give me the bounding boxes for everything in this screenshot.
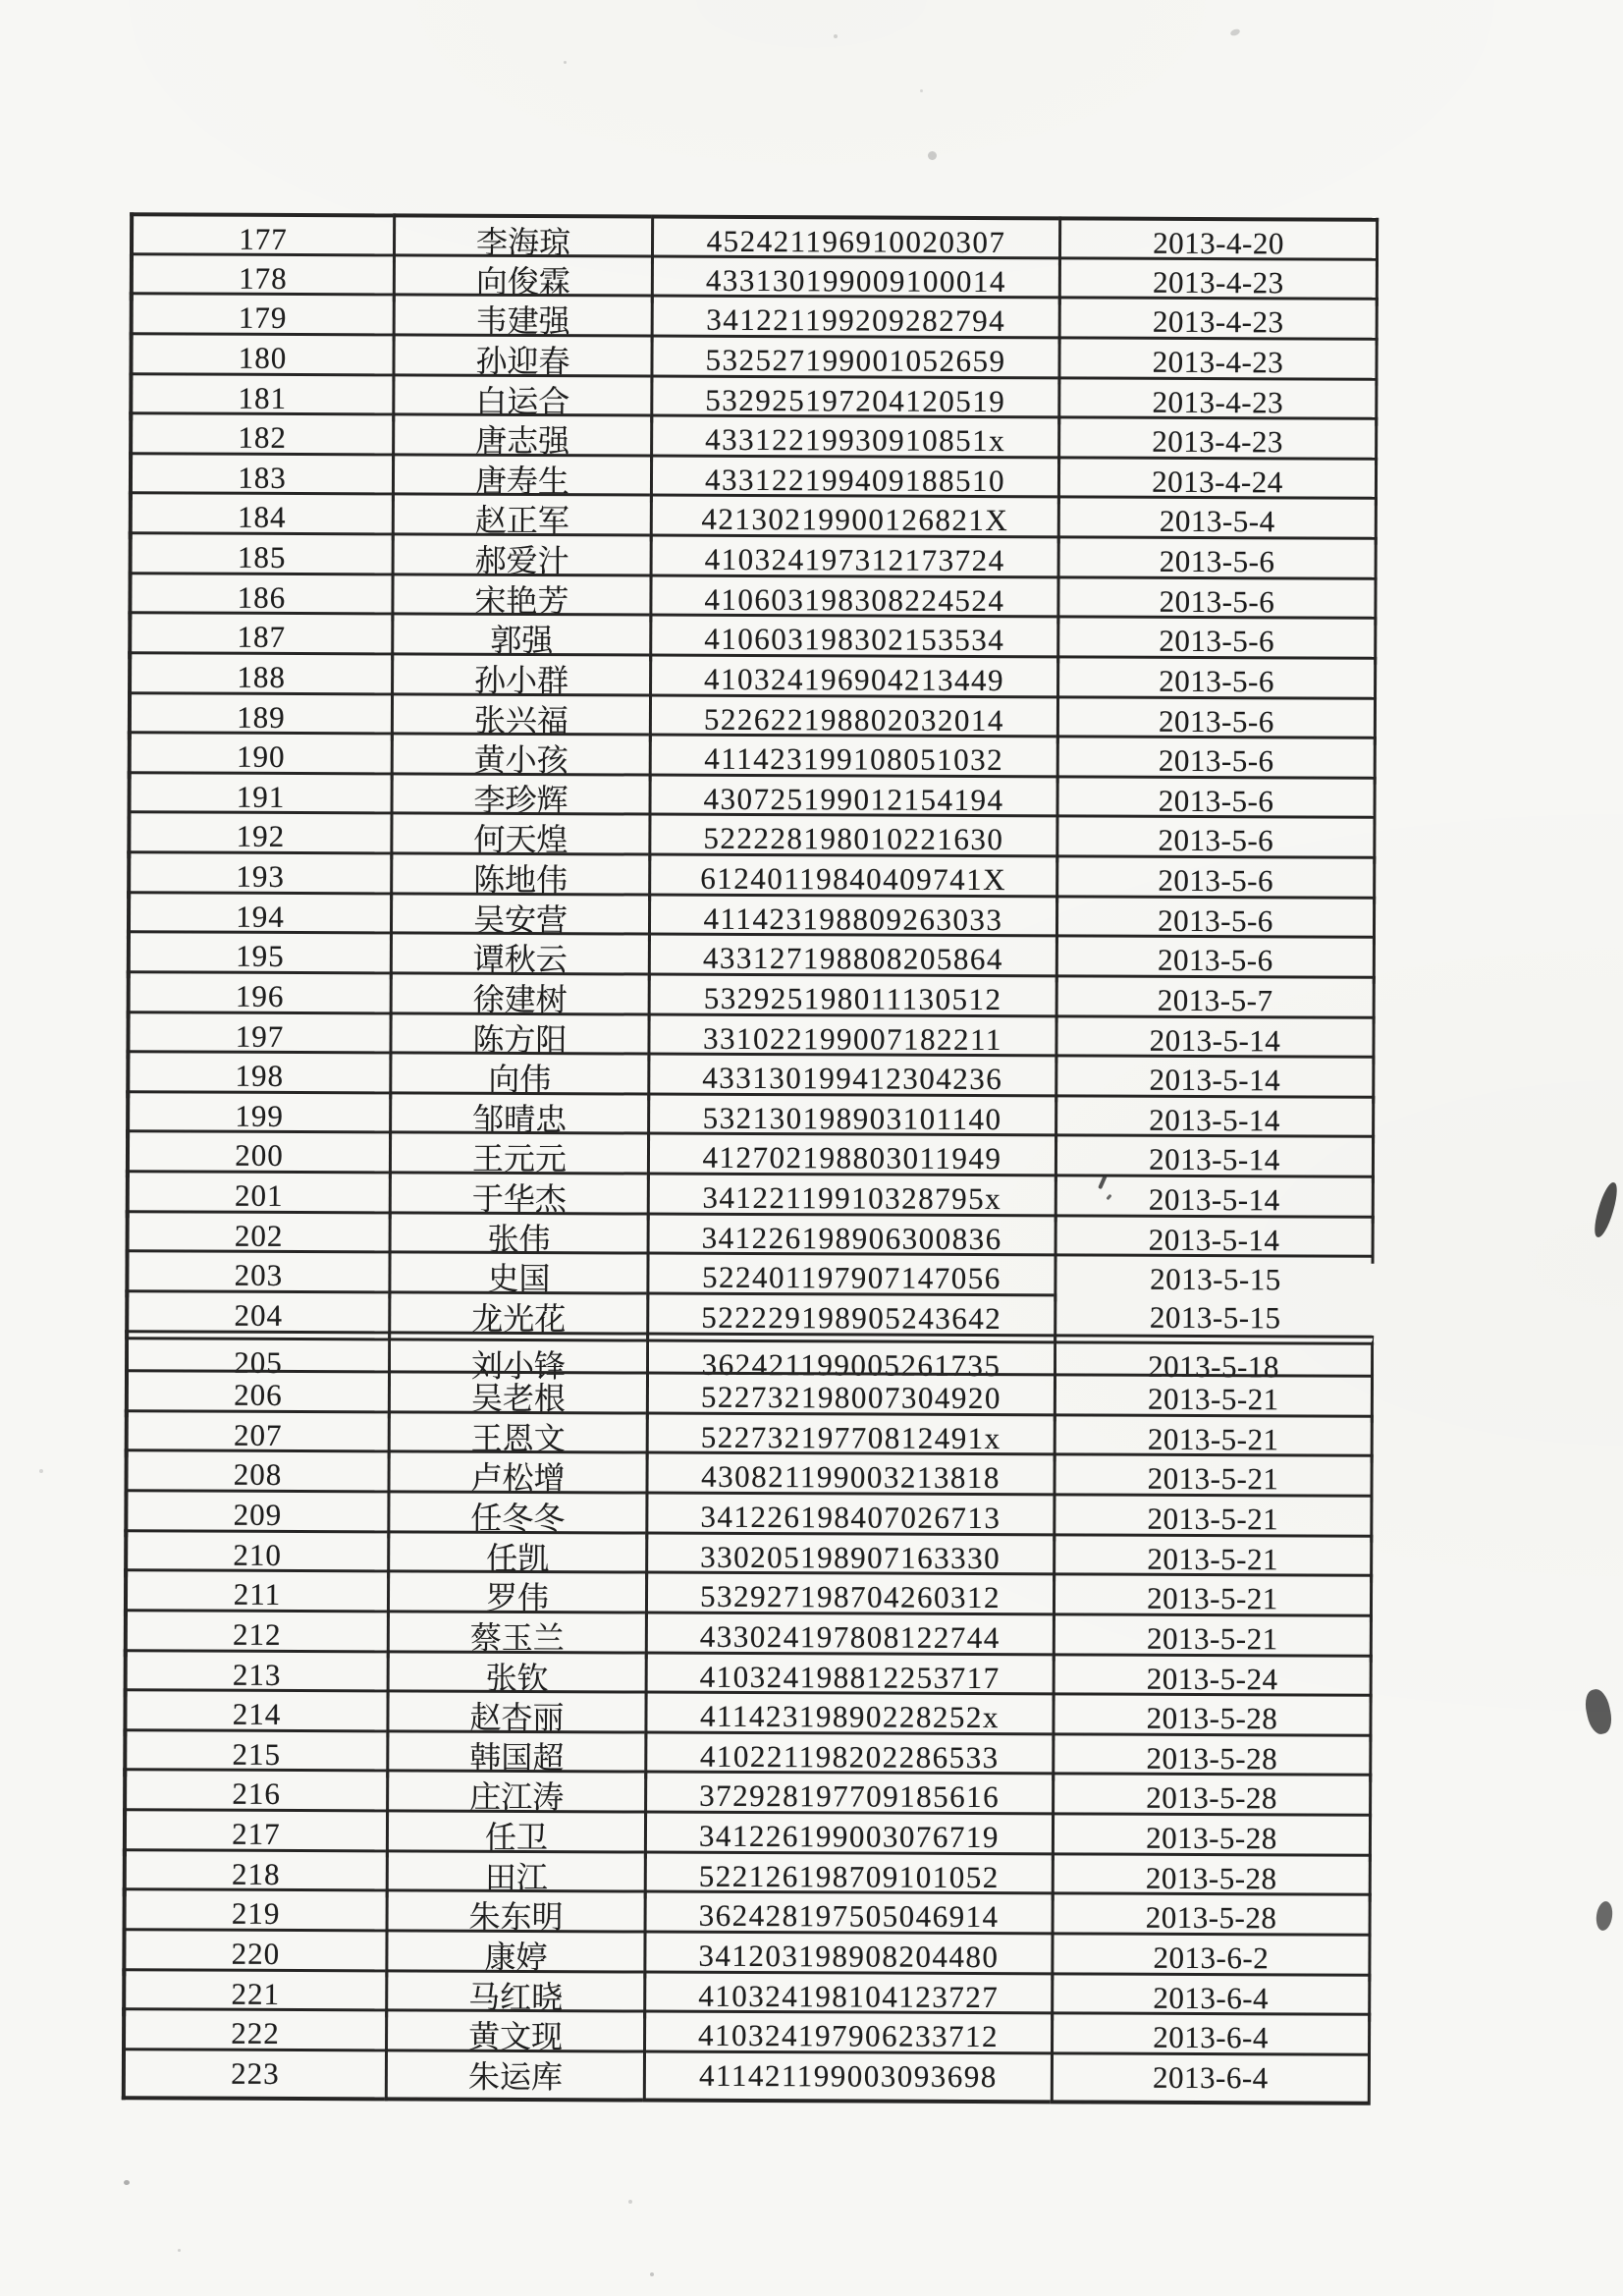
name-cell: 刘小锋 [388, 1331, 646, 1387]
date-cell: 2013-5-6 [1055, 895, 1376, 944]
id-cell: 532925197204120519 [650, 374, 1057, 424]
name-cell: 龙光花 [388, 1290, 646, 1339]
index-cell: 180 [129, 332, 392, 381]
date-cell: 2013-5-7 [1055, 974, 1376, 1023]
name-cell: 任冬冬 [387, 1490, 645, 1539]
id-cell: 410324196904213449 [649, 653, 1056, 703]
id-cell: 522229198905243642 [646, 1291, 1054, 1341]
name-cell: 宋艳芳 [391, 573, 649, 622]
id-cell: 341203198908204480 [643, 1930, 1051, 1980]
record-table [122, 212, 1379, 2096]
name-cell: 邹晴忠 [389, 1091, 647, 1140]
id-cell: 43312219930910851x [650, 414, 1057, 465]
table-row [126, 1170, 1375, 1218]
date-cell: 2013-5-21 [1053, 1573, 1373, 1622]
id-cell: 330205198907163330 [645, 1531, 1053, 1581]
date-cell: 2013-5-6 [1055, 815, 1376, 864]
index-cell: 217 [123, 1808, 386, 1857]
name-cell: 白运合 [392, 373, 650, 422]
table-row [127, 811, 1376, 856]
id-cell: 411423199108051032 [649, 734, 1056, 784]
id-cell: 412702198803011949 [647, 1132, 1055, 1182]
table-row [128, 611, 1377, 659]
id-cell: 410324198104123727 [643, 1970, 1051, 2020]
index-cell: 183 [129, 452, 392, 501]
name-cell: 谭秋云 [390, 932, 648, 981]
table-row [129, 531, 1378, 579]
date-cell: 2013-6-4 [1051, 1972, 1371, 2021]
id-cell: 341226198407026713 [645, 1492, 1053, 1542]
date-cell: 2013-6-4 [1051, 2011, 1371, 2060]
index-cell: 200 [126, 1130, 389, 1179]
table-row [126, 1090, 1375, 1138]
table-row [125, 1369, 1374, 1417]
date-cell: 2013-5-6 [1056, 695, 1377, 744]
date-cell: 2013-5-28 [1052, 1892, 1372, 1941]
name-cell: 张兴福 [391, 692, 649, 741]
name-cell: 张伟 [389, 1211, 647, 1260]
date-cell: 2013-5-18 [1054, 1334, 1374, 1390]
date-cell: 2013-5-14 [1055, 1214, 1375, 1263]
id-cell: 362421199005261735 [646, 1332, 1054, 1389]
table-row [129, 332, 1378, 380]
name-cell: 向俊霖 [393, 253, 651, 302]
name-cell: 陈地伟 [390, 851, 648, 901]
table-row [129, 492, 1378, 537]
date-cell: 2013-4-23 [1058, 297, 1379, 346]
index-cell: 209 [124, 1489, 387, 1538]
id-cell: 410324197906233712 [643, 2010, 1051, 2060]
index-cell: 192 [127, 811, 390, 860]
id-cell: 410221198202286533 [644, 1730, 1052, 1780]
table-row [128, 771, 1377, 819]
name-cell: 罗伟 [387, 1570, 645, 1619]
table-row [127, 850, 1376, 899]
name-cell: 于华杰 [389, 1171, 647, 1220]
index-cell: 216 [123, 1769, 386, 1818]
table-row [128, 572, 1377, 617]
date-cell: 2013-5-21 [1054, 1373, 1374, 1422]
name-cell: 何天煌 [390, 812, 648, 861]
index-cell: 199 [126, 1090, 389, 1139]
scan-speck [928, 151, 937, 160]
name-cell: 郭强 [391, 613, 649, 662]
index-cell: 206 [125, 1369, 388, 1418]
name-cell: 张钦 [387, 1650, 645, 1699]
id-cell: 341226199003076719 [644, 1811, 1052, 1861]
table-row [124, 1609, 1373, 1657]
name-cell: 唐志强 [392, 413, 650, 463]
id-cell: 341226198906300836 [647, 1212, 1055, 1262]
table-row [125, 1409, 1374, 1457]
name-cell: 李海琼 [393, 213, 651, 263]
index-cell: 204 [125, 1289, 388, 1339]
date-cell: 2013-5-6 [1055, 775, 1376, 824]
id-cell: 433122199409188510 [650, 454, 1057, 504]
index-cell: 196 [127, 970, 390, 1019]
id-cell: 410603198308224524 [649, 574, 1056, 624]
id-cell: 362428197505046914 [644, 1890, 1052, 1941]
table-row [123, 1688, 1372, 1736]
date-cell: 2013-5-28 [1052, 1732, 1372, 1781]
id-cell: 430725199012154194 [648, 773, 1055, 823]
id-cell: 411423198809263033 [648, 893, 1055, 943]
index-cell: 178 [130, 252, 393, 301]
index-cell: 197 [126, 1011, 389, 1060]
id-cell: 41142319890228252x [644, 1691, 1052, 1741]
date-cell: 2013-5-4 [1057, 496, 1378, 545]
date-cell: 2013-5-28 [1052, 1773, 1372, 1822]
table-row [125, 1289, 1374, 1338]
table-row [126, 1011, 1375, 1056]
id-cell: 532927198704260312 [645, 1571, 1053, 1621]
name-cell: 吴安营 [390, 892, 648, 941]
date-cell: 2013-5-28 [1052, 1692, 1372, 1741]
table-row [125, 1249, 1374, 1297]
table-row [127, 970, 1376, 1018]
date-cell: 2013-4-23 [1057, 336, 1378, 385]
id-cell: 433127198808205864 [648, 933, 1055, 983]
id-cell: 331022199007182211 [647, 1012, 1055, 1063]
table-row [122, 1968, 1371, 2013]
table-row [126, 1050, 1375, 1098]
name-cell: 孙小群 [391, 652, 649, 701]
name-cell: 黄小孩 [391, 733, 649, 782]
date-cell: 2013-5-6 [1056, 616, 1377, 665]
index-cell: 212 [124, 1609, 387, 1658]
id-cell: 433130199009100014 [651, 254, 1058, 304]
table-row [123, 1808, 1372, 1856]
name-cell: 卢松增 [387, 1450, 645, 1500]
table-row [123, 1887, 1372, 1936]
index-cell: 181 [129, 372, 392, 421]
table-row [127, 891, 1376, 936]
table-row [126, 1210, 1375, 1255]
name-cell: 蔡玉兰 [387, 1610, 645, 1659]
date-cell: 2013-4-23 [1058, 256, 1379, 305]
date-cell: 2013-5-14 [1055, 1134, 1375, 1183]
index-cell: 202 [126, 1210, 389, 1259]
index-cell: 210 [124, 1529, 387, 1578]
scan-speck [564, 61, 567, 64]
index-cell: 205 [125, 1330, 388, 1386]
index-cell: 182 [129, 411, 392, 461]
name-cell: 朱运库 [385, 2049, 643, 2102]
id-cell: 522126198709101052 [644, 1850, 1052, 1900]
ink-smudge [1595, 1900, 1614, 1932]
name-cell: 郝爱汁 [392, 532, 650, 581]
index-cell: 195 [127, 930, 390, 979]
index-cell: 177 [130, 212, 393, 262]
date-cell: 2013-5-14 [1055, 1054, 1375, 1103]
index-cell: 191 [127, 771, 390, 820]
name-cell: 康婷 [385, 1929, 643, 1978]
index-cell: 185 [129, 531, 392, 580]
id-cell: 433130199412304236 [647, 1053, 1055, 1103]
date-cell: 2013-4-23 [1057, 415, 1378, 465]
table-row [126, 1130, 1375, 1175]
table-row [124, 1449, 1373, 1495]
scan-speck [628, 2200, 632, 2204]
table-row [130, 252, 1379, 298]
index-cell: 215 [123, 1728, 386, 1777]
index-cell: 207 [125, 1409, 388, 1458]
name-cell: 王元元 [389, 1131, 647, 1180]
table-row [122, 1928, 1371, 1976]
id-cell: 410324198812253717 [645, 1651, 1053, 1701]
index-cell: 188 [128, 651, 391, 700]
scan-speck [124, 2180, 130, 2185]
scan-speck [920, 89, 923, 92]
name-cell: 李珍辉 [390, 772, 648, 821]
name-cell: 朱东明 [386, 1889, 644, 1939]
index-cell: 198 [126, 1050, 389, 1099]
date-cell: 2013-5-21 [1053, 1613, 1373, 1662]
id-cell: 522401197907147056 [646, 1252, 1054, 1302]
table-row [128, 731, 1377, 779]
id-cell: 522228198010221630 [648, 813, 1055, 863]
name-cell: 吴老根 [388, 1371, 646, 1420]
scan-speck [39, 1469, 43, 1473]
id-cell: 532925198011130512 [648, 972, 1055, 1022]
id-cell: 452421196910020307 [651, 215, 1058, 266]
id-cell: 372928197709185616 [644, 1771, 1052, 1821]
id-cell: 430821199003213818 [645, 1451, 1053, 1502]
table-row [122, 2048, 1371, 2096]
date-cell: 2013-5-6 [1056, 655, 1377, 704]
name-cell: 任卫 [386, 1809, 644, 1858]
name-cell: 庄江涛 [386, 1770, 644, 1819]
date-cell: 2013-4-20 [1058, 216, 1379, 266]
index-cell: 190 [128, 731, 391, 780]
name-cell: 史国 [388, 1251, 646, 1300]
date-cell: 2013-6-2 [1051, 1932, 1371, 1981]
index-cell: 187 [128, 611, 391, 660]
date-cell: 2013-6-4 [1051, 2051, 1371, 2105]
index-cell: 203 [125, 1249, 388, 1298]
id-cell: 522732198007304920 [646, 1372, 1054, 1422]
name-cell: 马红晓 [385, 1969, 643, 2018]
scan-speck [650, 2272, 654, 2276]
id-cell: 341221199209282794 [651, 295, 1058, 345]
date-cell: 2013-5-6 [1057, 535, 1378, 584]
date-cell: 2013-5-14 [1055, 1094, 1375, 1143]
name-cell: 赵杏丽 [386, 1690, 644, 1739]
name-cell: 韦建强 [393, 294, 651, 343]
scan-speck [1229, 27, 1240, 36]
date-cell: 2013-5-14 [1055, 1174, 1375, 1223]
index-cell: 179 [130, 292, 393, 341]
date-cell: 2013-5-21 [1054, 1413, 1374, 1462]
table-row [124, 1529, 1373, 1574]
name-cell: 孙迎春 [392, 333, 650, 382]
date-cell: 2013-5-6 [1055, 854, 1376, 903]
id-cell: 411421199003093698 [643, 2050, 1051, 2104]
date-cell: 2013-5-6 [1056, 735, 1377, 784]
table-row [124, 1568, 1373, 1616]
name-cell: 韩国超 [386, 1729, 644, 1778]
index-cell: 208 [124, 1449, 387, 1499]
index-cell: 218 [123, 1848, 386, 1897]
date-cell: 2013-5-21 [1053, 1453, 1373, 1503]
date-cell: 2013-5-15 [1054, 1254, 1374, 1303]
date-cell: 2013-4-24 [1057, 456, 1378, 505]
date-cell: 2013-5-28 [1052, 1852, 1372, 1901]
table-row [129, 452, 1378, 500]
table-row [129, 372, 1378, 417]
name-cell: 徐建树 [390, 971, 648, 1020]
id-cell: 532130198903101140 [647, 1092, 1055, 1142]
date-cell: 2013-5-21 [1053, 1533, 1373, 1582]
index-cell: 193 [127, 850, 390, 900]
index-cell: 194 [127, 891, 390, 940]
index-cell: 189 [128, 691, 391, 740]
name-cell: 向伟 [389, 1052, 647, 1101]
id-cell: 61240119840409741X [648, 853, 1055, 903]
date-cell: 2013-5-28 [1052, 1812, 1372, 1861]
index-cell: 214 [123, 1688, 386, 1737]
date-cell: 2013-5-15 [1054, 1293, 1374, 1342]
index-cell: 222 [122, 2007, 385, 2056]
index-cell: 201 [126, 1170, 389, 1219]
name-cell: 赵正军 [392, 493, 650, 542]
table-row [129, 411, 1378, 460]
table-row [123, 1728, 1372, 1777]
table-row [122, 2007, 1371, 2055]
id-cell: 410603198302153534 [649, 614, 1056, 664]
table-row [124, 1649, 1373, 1694]
table-row [128, 691, 1377, 737]
id-cell: 34122119910328795x [647, 1173, 1055, 1223]
scan-speck [834, 34, 838, 38]
table-row [123, 1848, 1372, 1893]
name-cell: 黄文现 [385, 2009, 643, 2058]
date-cell: 2013-5-21 [1053, 1493, 1373, 1542]
name-cell: 陈方阳 [389, 1011, 647, 1061]
index-cell: 211 [124, 1568, 387, 1617]
table-row [127, 930, 1376, 978]
scan-speck [178, 2249, 181, 2252]
date-cell: 2013-5-24 [1053, 1653, 1373, 1702]
index-cell: 213 [124, 1649, 387, 1698]
table-row [123, 1769, 1372, 1814]
id-cell: 410324197312173724 [650, 534, 1057, 584]
table-row [125, 1330, 1374, 1384]
table-row [130, 212, 1379, 261]
index-cell: 219 [123, 1887, 386, 1937]
name-cell: 王恩文 [388, 1410, 646, 1459]
table-row [124, 1489, 1373, 1537]
id-cell: 522622198802032014 [649, 693, 1056, 743]
ink-smudge [1591, 1180, 1620, 1239]
name-cell: 任凯 [387, 1530, 645, 1579]
table-row [128, 651, 1377, 699]
id-cell: 532527199001052659 [650, 334, 1057, 384]
table-row [130, 292, 1379, 340]
date-cell: 2013-5-6 [1056, 575, 1377, 625]
name-cell: 田江 [386, 1849, 644, 1898]
index-cell: 223 [122, 2048, 385, 2101]
index-cell: 186 [128, 572, 391, 621]
index-cell: 220 [122, 1928, 385, 1977]
id-cell: 433024197808122744 [645, 1611, 1053, 1661]
id-cell: 42130219900126821X [650, 494, 1057, 544]
id-cell: 52273219770812491x [646, 1411, 1054, 1461]
ink-smudge [1582, 1687, 1614, 1736]
name-cell: 唐寿生 [392, 453, 650, 502]
date-cell: 2013-4-23 [1057, 376, 1378, 425]
date-cell: 2013-5-14 [1055, 1014, 1375, 1064]
date-cell: 2013-5-6 [1055, 935, 1376, 984]
index-cell: 184 [129, 492, 392, 541]
index-cell: 221 [122, 1968, 385, 2017]
